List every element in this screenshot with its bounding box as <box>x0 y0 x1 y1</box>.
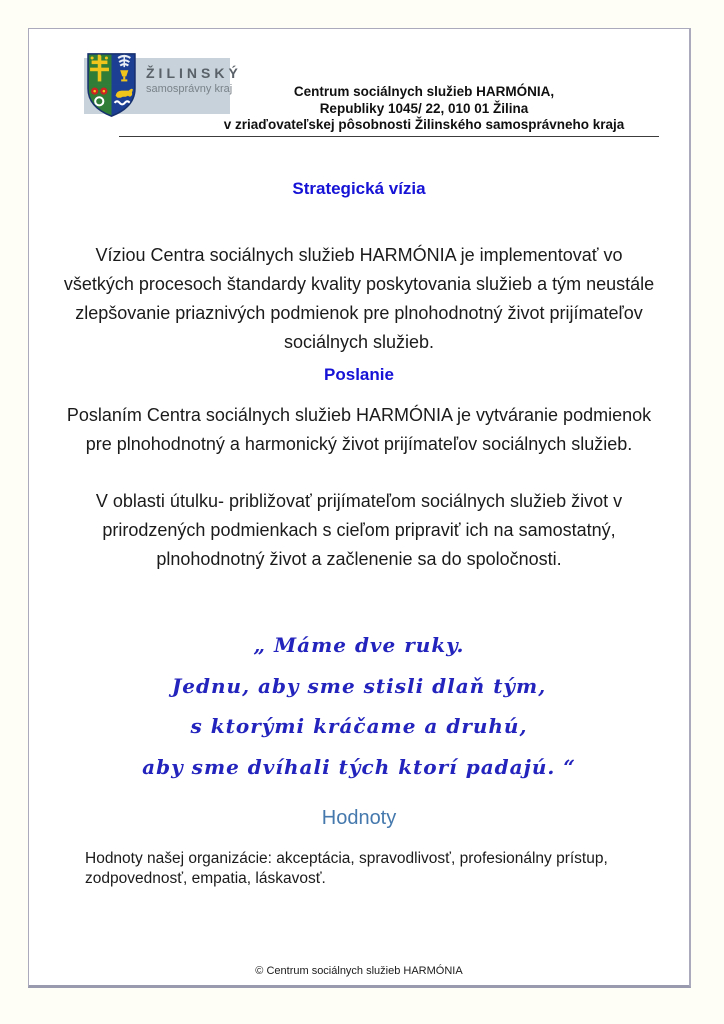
copyright-notice: © Centrum sociálnych služieb HARMÓNIA <box>255 965 463 977</box>
organization-founder: v zriaďovateľskej pôsobnosti Žilinského samosprávneho kraja <box>223 117 625 132</box>
organization-name: Centrum sociálnych služieb HARMÓNIA, <box>293 84 555 99</box>
paragraph-poslanie-2: V oblasti útulku- približovať prijímateľom sociálnych služieb život v prirodzených podmienkach s cieľom pripraviť ich na samostatný, plnohodnotný život a začlenenie sa do spoločnosti. <box>95 491 623 569</box>
organization-address: Republiky 1045/ 22, 010 01 Žilina <box>319 100 529 116</box>
header-divider <box>119 136 659 137</box>
paragraph-vizia: Víziou Centra sociálnych služieb HARMÓNIA je implementovať vo všetkých procesoch štandardy kvality poskytovania služieb a tým neustále zlepšovanie priaznivých podmienok pre plnohodnotný život prijímateľov sociálnych služieb. <box>63 245 655 352</box>
paragraph-poslanie-1: Poslaním Centra sociálnych služieb HARMÓNIA je vytváranie podmienok pre plnohodnotný a harmonický život prijímateľov sociálnych služieb. <box>66 405 652 454</box>
coat-of-arms-icon <box>86 51 137 119</box>
organization-header <box>179 84 669 134</box>
logo-region-subtitle: samosprávny kraj <box>146 83 233 95</box>
paragraph-hodnoty: Hodnoty našej organizácie: akceptácia, spravodlivosť, profesionálny prístup, zodpovednosť, empatia, láskavosť. <box>85 850 608 887</box>
section-title-hodnoty: Hodnoty <box>321 807 397 829</box>
section-title-poslanie: Poslanie <box>324 365 394 384</box>
quote-line-2: Jednu, aby sme stisli dlaň tým, <box>171 673 547 698</box>
quote-line-3: s ktorými kráčame a druhú, <box>190 714 528 738</box>
logo-region-name: ŽILINSKÝ <box>146 65 242 81</box>
quote-line-1: „ Máme dve ruky. <box>253 633 465 657</box>
quote-line-4: aby sme dvíhali tých ktorí padajú. “ <box>142 754 576 779</box>
motto-quote <box>49 625 669 787</box>
document-page <box>28 28 691 988</box>
section-title-vizia: Strategická vízia <box>292 179 426 198</box>
